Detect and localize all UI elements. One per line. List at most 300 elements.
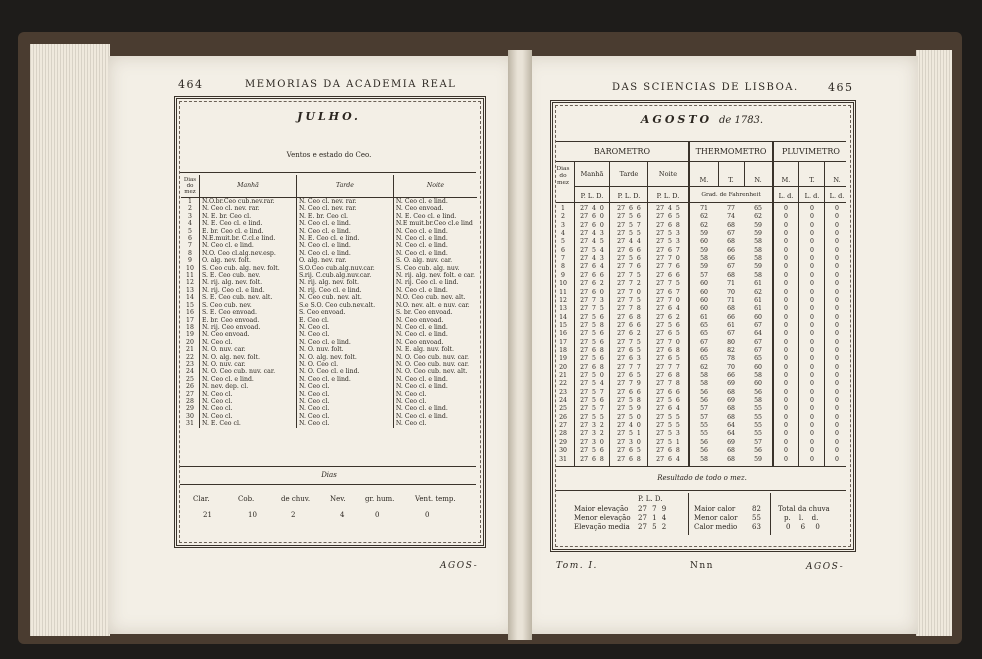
therm-t: 64 [727, 430, 735, 438]
manha-cell: N. O. Ceo cub. nuv. car. [199, 368, 296, 375]
table-row [181, 376, 477, 383]
day-cell: 6 [188, 235, 192, 243]
table-row [181, 398, 477, 405]
res-media-elev-label: Elevação media [574, 523, 630, 531]
therm-m: 56 [700, 388, 708, 396]
right-catchword: AGOS- [806, 562, 845, 572]
noite-cell: N.O. Ceo cub. nev. alt. [393, 294, 477, 301]
pluv-m: 0 [784, 372, 788, 379]
table-row [181, 302, 477, 309]
day-cell: 12 [186, 279, 194, 287]
baro-noite: 27 6 8 [656, 447, 680, 455]
baro-manha: 27 6 6 [580, 271, 604, 279]
therm-t: 66 [727, 255, 735, 263]
day-cell: 21 [186, 346, 194, 354]
baro-noite: 27 7 0 [656, 296, 680, 304]
resultado-label: Resultado de todo o mez. [657, 474, 747, 482]
table-row [181, 383, 477, 390]
table-row [181, 287, 477, 294]
baro-noite: 27 6 8 [656, 346, 680, 354]
pluv-m: 0 [784, 338, 788, 346]
day-cell: 16 [559, 330, 567, 338]
baro-noite: 27 7 6 [656, 263, 680, 271]
day-cell: 10 [559, 280, 567, 288]
baro-manha: 27 5 6 [580, 338, 604, 346]
baro-manha: 27 5 6 [580, 397, 604, 405]
day-cell: 27 [186, 390, 194, 398]
baro-manha: 27 3 2 [580, 430, 604, 438]
therm-t: 82 [727, 346, 735, 354]
therm-m: 67 [700, 338, 708, 346]
h-tarde: Tarde [619, 170, 639, 178]
therm-n: 58 [754, 255, 762, 263]
left-subtitle: Ventos e estado do Ceo. [286, 151, 372, 159]
manha-cell: N. Ceo cl. e lind. [199, 242, 296, 249]
table-row [181, 339, 477, 346]
h-plu-tarde: P. L. D. [617, 192, 641, 200]
group-pluvimetro: PLUVIMETRO [782, 147, 840, 156]
baro-noite: 27 6 7 [656, 288, 680, 296]
baro-manha: 27 5 4 [580, 380, 604, 388]
res-chuva-v: 0 6 0 [786, 523, 820, 531]
pluv-n: 0 [835, 305, 839, 313]
right-res-rule [770, 493, 771, 535]
baro-tarde: 27 6 8 [617, 313, 641, 321]
noite-cell: N. Ceo cl. [393, 398, 477, 405]
baro-noite: 27 7 0 [656, 338, 680, 346]
noite-cell: N. rij. alg. nev. folt. e car. [393, 272, 477, 279]
right-running-head: DAS SCIENCIAS DE LISBOA. [612, 82, 799, 93]
pluv-t: 0 [810, 313, 814, 321]
group-thermometro: THERMOMETRO [695, 147, 767, 156]
right-rule [556, 490, 846, 491]
therm-m: 60 [700, 296, 708, 304]
pluv-n: 0 [835, 213, 839, 221]
day-cell: 8 [561, 263, 565, 271]
baro-noite: 27 6 8 [656, 221, 680, 229]
pluv-t: 0 [810, 397, 814, 405]
manha-cell: N.E.muit.br. C.cl.e lind. [199, 235, 296, 242]
baro-noite: 27 6 5 [656, 330, 680, 338]
baro-noite: 27 4 5 [656, 205, 680, 212]
res-maior-calor-label: Maior calor [694, 505, 736, 513]
therm-n: 67 [754, 321, 762, 329]
pluv-m: 0 [784, 321, 788, 329]
manha-cell: S. E. Ceo cub. nev. alt. [199, 294, 296, 301]
baro-tarde: 27 6 6 [617, 388, 641, 396]
therm-t: 64 [727, 422, 735, 430]
therm-t: 74 [727, 213, 735, 221]
therm-m: 61 [700, 313, 708, 321]
therm-m: 59 [700, 263, 708, 271]
baro-noite: 27 5 6 [656, 397, 680, 405]
noite-cell: N. Ceo cl. e lind. [393, 331, 477, 338]
pluv-t: 0 [810, 405, 814, 413]
baro-manha: 27 6 4 [580, 263, 604, 271]
res-menor-elev: 27 1 4 [638, 514, 667, 522]
therm-m: 57 [700, 271, 708, 279]
table-row [181, 361, 477, 368]
pluv-t: 0 [810, 330, 814, 338]
therm-t: 68 [727, 405, 735, 413]
pluv-t: 0 [810, 438, 814, 446]
therm-t: 69 [727, 438, 735, 446]
baro-manha: 27 3 2 [580, 422, 604, 430]
col-dias: Dias do mez [181, 175, 199, 198]
therm-m: 65 [700, 321, 708, 329]
baro-noite: 27 5 5 [656, 413, 680, 421]
right-col-rule [744, 161, 745, 187]
baro-tarde: 27 3 0 [617, 438, 641, 446]
noite-cell: S. O. alg. nuv. car. [393, 257, 477, 264]
therm-n: 58 [754, 246, 762, 254]
manha-cell: S. Ceo cub. nev. [199, 302, 296, 309]
noite-cell: N. Ceo cl. e lind. [393, 198, 477, 206]
therm-n: 61 [754, 280, 762, 288]
left-running-head: MEMORIAS DA ACADEMIA REAL [245, 79, 457, 90]
baro-tarde: 27 5 6 [617, 255, 641, 263]
tom-label: Tom. I. [556, 561, 598, 571]
h-ld-n: L. d. [829, 192, 845, 200]
tarde-cell: N. Ceo cl. nev. rar. [296, 198, 393, 206]
day-cell: 1 [188, 198, 192, 205]
pluv-n: 0 [835, 455, 839, 463]
day-cell: 31 [186, 420, 194, 428]
right-rule [556, 141, 846, 142]
baro-manha: 27 6 8 [580, 346, 604, 354]
therm-n: 56 [754, 388, 762, 396]
pluv-m: 0 [784, 280, 788, 288]
table-row [181, 257, 477, 264]
therm-t: 68 [727, 388, 735, 396]
baro-noite: 27 5 3 [656, 230, 680, 238]
manha-cell: N. Ceo cl. [199, 391, 296, 398]
day-cell: 22 [186, 353, 194, 361]
pluv-m: 0 [784, 305, 788, 313]
day-cell: 26 [186, 383, 194, 391]
day-cell: 10 [186, 264, 194, 272]
right-rule [556, 161, 846, 162]
table-row [181, 331, 477, 338]
tarde-cell: N. Ceo cub. nev. alt. [296, 294, 393, 301]
noite-cell: N. O. Ceo cub. nuv. car. [393, 361, 477, 368]
res-media-calor-label: Calor medio [694, 523, 738, 531]
baro-noite: 27 7 7 [656, 363, 680, 371]
pluv-t: 0 [810, 305, 814, 313]
day-cell: 25 [559, 405, 567, 413]
res-maior-elev-label: Maior elevação [574, 505, 629, 513]
manha-cell: E. br. Ceo envoad. [199, 317, 296, 324]
h-pluv-m: M. [781, 176, 791, 184]
manha-cell: N. Ceo cl. nev. rar. [199, 205, 296, 212]
therm-t: 68 [727, 413, 735, 421]
baro-noite: 27 6 6 [656, 388, 680, 396]
day-cell: 31 [559, 455, 567, 463]
baro-tarde: 27 7 6 [617, 263, 641, 271]
baro-tarde: 27 6 6 [617, 205, 641, 212]
therm-t: 68 [727, 455, 735, 463]
h-plu-manha: P. L. D. [580, 192, 604, 200]
table-row [181, 205, 477, 212]
day-cell: 19 [559, 355, 567, 363]
pluv-n: 0 [835, 221, 839, 229]
col-manha: Manhã [199, 175, 296, 198]
therm-n: 58 [754, 271, 762, 279]
h-ld-m: L. d. [778, 192, 794, 200]
day-cell: 3 [188, 212, 192, 220]
therm-m: 57 [700, 405, 708, 413]
baro-tarde: 27 7 5 [617, 296, 641, 304]
baro-manha: 27 5 4 [580, 246, 604, 254]
noite-cell: N. Ceo cl. e lind. [393, 413, 477, 420]
day-cell: 16 [186, 309, 194, 317]
therm-t: 66 [727, 246, 735, 254]
therm-m: 62 [700, 213, 708, 221]
therm-t: 70 [727, 288, 735, 296]
therm-n: 60 [754, 363, 762, 371]
pluv-t: 0 [810, 413, 814, 421]
tarde-cell: N. Ceo cl. e lind. [296, 220, 393, 227]
pluv-m: 0 [784, 413, 788, 421]
pluv-m: 0 [784, 271, 788, 279]
therm-t: 71 [727, 280, 735, 288]
summary-value: 4 [340, 511, 345, 519]
manha-cell: O. alg. nev. folt. [199, 257, 296, 264]
pluv-t: 0 [810, 338, 814, 346]
therm-n: 55 [754, 422, 762, 430]
therm-n: 57 [754, 438, 762, 446]
therm-t: 68 [727, 305, 735, 313]
pluv-m: 0 [784, 455, 788, 463]
therm-t: 70 [727, 363, 735, 371]
pluv-t: 0 [810, 455, 814, 463]
tarde-cell: S.rij. C.cub.alg.nuv.car. [296, 272, 393, 279]
therm-t: 80 [727, 338, 735, 346]
summary-header: Clar. [193, 495, 210, 503]
baro-noite: 27 6 4 [656, 305, 680, 313]
baro-noite: 27 6 5 [656, 355, 680, 363]
table-row [181, 242, 477, 249]
therm-n: 55 [754, 413, 762, 421]
day-cell: 29 [186, 405, 194, 413]
day-cell: 18 [559, 346, 567, 354]
pluv-t: 0 [810, 280, 814, 288]
baro-noite: 27 6 7 [656, 246, 680, 254]
right-rule [556, 202, 846, 203]
pluv-n: 0 [835, 205, 839, 212]
baro-manha: 27 6 8 [580, 455, 604, 463]
table-row [181, 368, 477, 375]
therm-n: 58 [754, 397, 762, 405]
noite-cell: N. rij. Ceo cl. e lind. [393, 279, 477, 286]
manha-cell: N. Ceo cl. [199, 339, 296, 346]
pluv-m: 0 [784, 447, 788, 455]
baro-manha: 27 5 6 [580, 330, 604, 338]
left-rule [180, 172, 476, 173]
day-cell: 24 [559, 397, 567, 405]
day-cell: 13 [559, 305, 567, 313]
manha-cell: S. E. Ceo envoad. [199, 309, 296, 316]
noite-cell: N. Ceo envoad. [393, 339, 477, 346]
noite-cell: N. Ceo cl. e lind. [393, 287, 477, 294]
table-row [181, 346, 477, 353]
therm-n: 55 [754, 405, 762, 413]
therm-n: 62 [754, 288, 762, 296]
baro-noite: 27 6 5 [656, 213, 680, 221]
therm-n: 59 [754, 263, 762, 271]
baro-manha: 27 6 8 [580, 363, 604, 371]
baro-manha: 27 5 5 [580, 413, 604, 421]
noite-cell: N. O. Ceo cub. nuv. car. [393, 354, 477, 361]
pluv-t: 0 [810, 255, 814, 263]
tarde-cell: N. Ceo cl. [296, 405, 393, 412]
noite-cell: N. Ceo cl. e lind. [393, 228, 477, 235]
noite-cell: N. Ceo cl. e lind. [393, 376, 477, 383]
table-row [181, 317, 477, 324]
baro-manha: 27 3 0 [580, 438, 604, 446]
day-cell: 20 [559, 363, 567, 371]
pluv-m: 0 [784, 430, 788, 438]
table-row [181, 250, 477, 257]
day-cell: 17 [186, 316, 194, 324]
pluv-t: 0 [810, 221, 814, 229]
manha-cell: N. Ceo envoad. [199, 331, 296, 338]
left-page-edges [30, 44, 110, 636]
dias-label: Dias [321, 471, 337, 479]
tarde-cell: N. O. nuv. folt. [296, 346, 393, 353]
pluv-t: 0 [810, 238, 814, 246]
tarde-cell: N. Ceo cl. e lind. [296, 376, 393, 383]
pluv-n: 0 [835, 438, 839, 446]
pluv-m: 0 [784, 288, 788, 296]
pluv-m: 0 [784, 213, 788, 221]
h-plu-noite: P. L. D. [656, 192, 680, 200]
noite-cell: S. br. Ceo envoad. [393, 309, 477, 316]
baro-tarde: 27 5 0 [617, 413, 641, 421]
day-cell: 23 [559, 388, 567, 396]
day-cell: 20 [186, 338, 194, 346]
baro-tarde: 27 6 6 [617, 321, 641, 329]
tarde-cell: N. Ceo cl. [296, 398, 393, 405]
pluv-m: 0 [784, 221, 788, 229]
pluv-m: 0 [784, 263, 788, 271]
res-plu: P. L. D. [638, 495, 663, 503]
pluv-t: 0 [810, 288, 814, 296]
pluv-t: 0 [810, 430, 814, 438]
pluv-n: 0 [835, 447, 839, 455]
baro-tarde: 27 5 9 [617, 405, 641, 413]
manha-cell: N. O. alg. nev. folt. [199, 354, 296, 361]
pluv-t: 0 [810, 355, 814, 363]
pluv-m: 0 [784, 255, 788, 263]
therm-t: 67 [727, 263, 735, 271]
manha-cell: N. nev. dep. cl. [199, 383, 296, 390]
h-pluv-t: T. [809, 176, 815, 184]
noite-cell: N. Ceo cl. e lind. [393, 405, 477, 412]
baro-noite: 27 7 8 [656, 380, 680, 388]
baro-manha: 27 6 2 [580, 280, 604, 288]
manha-cell: N. Ceo cl. [199, 413, 296, 420]
table-row [181, 324, 477, 331]
manha-cell: N. E. Ceo cl. [199, 420, 296, 427]
therm-m: 60 [700, 238, 708, 246]
day-cell: 5 [188, 227, 192, 235]
baro-noite: 27 6 2 [656, 313, 680, 321]
therm-t: 78 [727, 355, 735, 363]
therm-n: 58 [754, 372, 762, 379]
tarde-cell: O. alg. nev. rar. [296, 257, 393, 264]
pluv-m: 0 [784, 380, 788, 388]
table-row [181, 391, 477, 398]
therm-m: 59 [700, 230, 708, 238]
summary-header: de chuv. [281, 495, 311, 503]
baro-manha: 27 6 0 [580, 288, 604, 296]
pluv-n: 0 [835, 413, 839, 421]
pluv-t: 0 [810, 321, 814, 329]
res-menor-calor-label: Menor calor [694, 514, 738, 522]
therm-n: 64 [754, 330, 762, 338]
therm-t: 68 [727, 238, 735, 246]
pluv-t: 0 [810, 230, 814, 238]
table-row [181, 413, 477, 420]
pluv-n: 0 [835, 430, 839, 438]
baro-manha: 27 4 3 [580, 255, 604, 263]
baro-tarde: 27 7 7 [617, 363, 641, 371]
baro-noite: 27 6 4 [656, 455, 680, 463]
pluv-n: 0 [835, 230, 839, 238]
tarde-cell: N. rij. Ceo cl. e lind. [296, 287, 393, 294]
tarde-cell: S.O.Ceo cub.alg.nuv.car. [296, 265, 393, 272]
pluv-m: 0 [784, 296, 788, 304]
day-cell: 7 [561, 255, 565, 263]
noite-cell: N. Ceo cl. [393, 391, 477, 398]
table-row [181, 354, 477, 361]
baro-noite: 27 5 3 [656, 430, 680, 438]
therm-t: 61 [727, 321, 735, 329]
tarde-cell: N. E. Ceo cl. e lind. [296, 235, 393, 242]
therm-m: 56 [700, 397, 708, 405]
pluv-n: 0 [835, 397, 839, 405]
therm-t: 67 [727, 230, 735, 238]
baro-noite: 27 5 1 [656, 438, 680, 446]
baro-manha: 27 5 8 [580, 321, 604, 329]
manha-cell: N. Ceo cl. [199, 405, 296, 412]
noite-cell: N. E. alg. nuv. folt. [393, 346, 477, 353]
manha-cell: N. O. nuv. car. [199, 346, 296, 353]
right-title-year: de 1783. [718, 115, 764, 126]
pluv-n: 0 [835, 288, 839, 296]
therm-m: 57 [700, 413, 708, 421]
noite-cell: N. Ceo envoad. [393, 205, 477, 212]
therm-m: 62 [700, 363, 708, 371]
pluv-t: 0 [810, 296, 814, 304]
left-title: JULHO. [297, 110, 361, 123]
right-title-month: AGOSTO [640, 113, 713, 126]
therm-m: 65 [700, 330, 708, 338]
baro-tarde: 27 4 4 [617, 238, 641, 246]
therm-t: 69 [727, 380, 735, 388]
pluv-n: 0 [835, 246, 839, 254]
baro-tarde: 27 7 5 [617, 271, 641, 279]
baro-tarde: 27 5 1 [617, 430, 641, 438]
therm-n: 67 [754, 346, 762, 354]
baro-tarde: 27 6 2 [617, 330, 641, 338]
therm-t: 68 [727, 271, 735, 279]
pluv-t: 0 [810, 271, 814, 279]
noite-cell: N. Ceo cl. [393, 420, 477, 427]
day-cell: 30 [186, 412, 194, 420]
day-cell: 11 [559, 288, 567, 296]
